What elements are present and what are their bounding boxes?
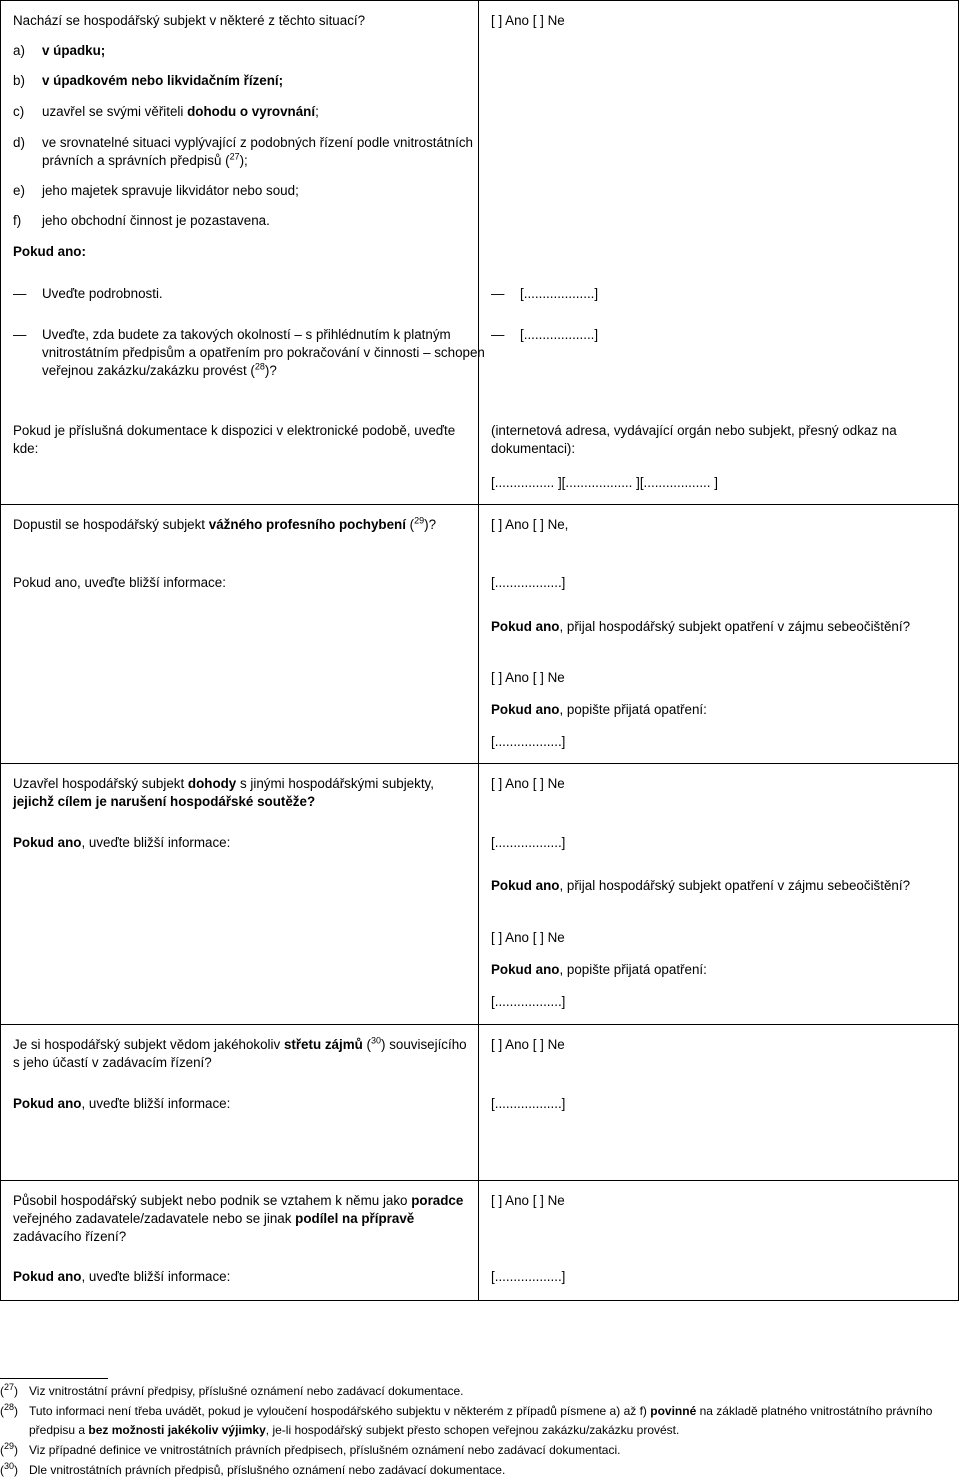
row-insolvency (1, 1, 958, 504)
q3-details: Pokud ano, uveďte bližší informace: (13, 835, 231, 850)
q2-measures-field[interactable]: [..................] (491, 734, 566, 749)
q1-detail2: — Uveďte, zda budete za takových okolností – s přihlédnutím k platným vnitrostátním předpisům a opatřením pro pokračování v činnosti – schopen veřejnou zakázku/zakázku provést ($^{28}$)? (13, 327, 485, 378)
q1-item-c: c) uzavřel se svými věřiteli dohodu o vyrovnání; (13, 104, 319, 119)
q1-item-e: e) jeho majetek spravuje likvidátor nebo soud; (13, 183, 299, 198)
q1-question: Nachází se hospodářský subjekt v některé z těchto situací? (13, 13, 366, 28)
q2-answer[interactable]: [ ] Ano [ ] Ne, (491, 517, 569, 532)
q1-answer-detail2: — [...................] (491, 327, 599, 342)
footnote-separator (0, 1378, 108, 1379)
q1-doc-fields[interactable]: [................ ][.................. ][.................. ] (491, 475, 718, 490)
q2-self-cleaning: Pokud ano, přijal hospodářský subjekt opatření v zájmu sebeočištění? (491, 619, 911, 634)
q1-doc-hint: (internetová adresa, vydávající orgán nebo subjekt, přesný odkaz na dokumentaci): (491, 423, 897, 456)
q4-answer[interactable]: [ ] Ano [ ] Ne (491, 1037, 565, 1052)
q2-measures: Pokud ano, popište přijatá opatření: (491, 702, 707, 717)
q3-self-cleaning: Pokud ano, přijal hospodářský subjekt opatření v zájmu sebeočištění? (491, 878, 911, 893)
q3-answer[interactable]: [ ] Ano [ ] Ne (491, 776, 565, 791)
q1-item-b: b) v úpadkovém nebo likvidačním řízení; (13, 73, 284, 88)
q3-answer-field[interactable]: [..................] (491, 835, 566, 850)
q5-answer[interactable]: [ ] Ano [ ] Ne (491, 1193, 565, 1208)
q1-answer[interactable]: [ ] Ano [ ] Ne (491, 13, 565, 28)
q2-question: Dopustil se hospodářský subjekt vážného profesního pochybení ($^{29}$)? (13, 515, 437, 532)
row-advisor-involvement (1, 1180, 958, 1300)
q1-answer-detail1: — [...................] (491, 286, 599, 301)
q1-doc-prompt: Pokud je příslušná dokumentace k dispozici v elektronické podobě, uveďte kde: (13, 423, 456, 456)
q2-self-answer[interactable]: [ ] Ano [ ] Ne (491, 670, 565, 685)
q1-detail1: — Uveďte podrobnosti. (13, 286, 163, 301)
q5-answer-field[interactable]: [..................] (491, 1269, 566, 1284)
q1-item-d: d) ve srovnatelné situaci vyplývající z podobných řízení podle vnitrostátních právních a správních předpisů ($^{27}$); (13, 135, 473, 168)
q2-details: Pokud ano, uveďte bližší informace: (13, 575, 226, 590)
row-conflict-of-interest (1, 1024, 958, 1180)
q4-details: Pokud ano, uveďte bližší informace: (13, 1096, 231, 1111)
q2-answer-field[interactable]: [..................] (491, 575, 566, 590)
row-competition-distortion (1, 763, 958, 1024)
q5-details: Pokud ano, uveďte bližší informace: (13, 1269, 231, 1284)
q3-question: Uzavřel hospodářský subjekt dohody s jinými hospodářskými subjekty, jejichž cílem je narušení hospodářské soutěže? (13, 776, 434, 809)
q3-self-answer[interactable]: [ ] Ano [ ] Ne (491, 930, 565, 945)
q3-measures: Pokud ano, popište přijatá opatření: (491, 962, 707, 977)
q5-question: Působil hospodářský subjekt nebo podnik se vztahem k němu jako poradce veřejného zadavatele/zadavatele nebo se jinak podílel na přípravě zadávacího řízení? (13, 1193, 464, 1244)
row-professional-misconduct (1, 504, 958, 763)
q4-answer-field[interactable]: [..................] (491, 1096, 566, 1111)
q3-measures-field[interactable]: [..................] (491, 994, 566, 1009)
q1-item-a: a) v úpadku; (13, 43, 106, 58)
q1-item-f: f) jeho obchodní činnost je pozastavena. (13, 213, 270, 228)
q4-question: Je si hospodářský subjekt vědom jakéhokoliv střetu zájmů ($^{30}$) souvisejícího s jeho účastí v zadávacím řízení? (13, 1035, 467, 1070)
q1-if-yes: Pokud ano: (13, 244, 86, 259)
